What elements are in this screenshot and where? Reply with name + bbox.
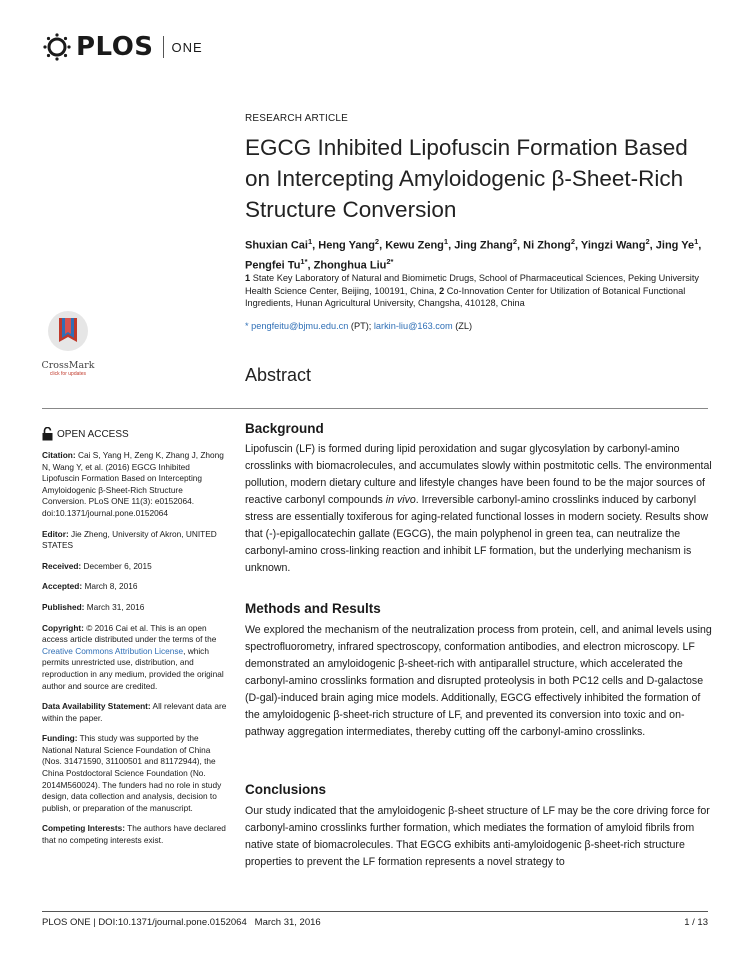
page-footer [42, 917, 708, 928]
section-heading-background: Background [245, 421, 324, 436]
affiliations: 1 State Key Laboratory of Natural and Biomimetic Drugs, School of Pharmaceutical Sciences, Peking University Health Science Center, Beijing, 100191, China, 2 Co-Innovation Center for Utilization of Botanical Functional Ingredients, Hunan Agricultural University, Changsha, 410128, China [245, 273, 699, 308]
article-info-sidebar [42, 450, 228, 856]
section-heading-methods: Methods and Results [245, 601, 381, 616]
article-type: RESEARCH ARTICLE [245, 113, 349, 124]
received-date: Received: December 6, 2015 [42, 560, 152, 571]
open-lock-icon [42, 427, 53, 441]
crossmark-sub: click for updates [49, 371, 87, 377]
correspondence: * pengfeitu@bjmu.edu.cn (PT); larkin-liu@163.com (ZL) [245, 321, 473, 331]
logo-text: PLOS [76, 32, 154, 62]
abstract-divider [42, 408, 708, 409]
funding: Funding: This study was supported by the National Natural Science Foundation of China (Nos. 31471590, 31100501 and 81172944), the China Postdoctoral Science Foundation (No. 2014M560024). The funders had no role in study design, data collection and analysis, decision to publish, or preparation of the manuscript. [42, 733, 222, 813]
crossmark-label: CrossMark [41, 360, 95, 371]
abstract-heading: Abstract [245, 365, 312, 385]
section-body-methods: We explored the mechanism of the neutralization process from protein, cell, and animal levels using spectrofluorometry, infrared spectroscopy, conformation antibodies, and electron microscopy. LF demonstrated an amyloidogenic β-sheet-rich with antiparallel structure, which accelerated the carbonyl-amino crosslinks formation and disrupted proteolysis in both PC12 cells and D-galactose (D-gal)-induced brain aging mice models. Additionally, EGCG effectively inhibited the formation of the amyloidogenic β-sheet-rich structure of LF, and prevented its conversion into toxic and on-pathway aggregation intermediates, thereby cutting off the carbonyl-amino crosslinks. [245, 624, 712, 738]
author-line-2: Pengfei $Tu^{1*}$, Zhonghua Liu$^{2*}$ [245, 256, 394, 272]
section-body-background: Lipofuscin (LF) is formed during lipid peroxidation and sugar glycosylation by carbonyl-amino crosslinks with biomacrolecules, and accumulates slowly within postmitotic cells. The environmental pollution, modern dietary culture and lifestyle changes have been found to be the major sources of reactive carbonyl compounds in vivo. Irreversible carbonyl-amino crosslinks induced by carbonyl stress are essentially toxiferous for aging-related functional losses in modern society. Results show that (-)-epigallocatechin gallate (EGCG), the main polyphenol in green tea, can neutralize the carbonyl-amino cross-linking reaction and inhibit LF formation, but the underlying mechanism is unknown. [245, 443, 712, 574]
editor: Editor: Jie Zheng, University of Akron, UNITED STATES [42, 528, 217, 551]
published-date: Published: March 31, 2016 [42, 601, 145, 612]
journal-name: ONE [171, 39, 203, 55]
copyright: Copyright: © 2016 Cai et al. This is an open access article distributed under the terms of the Creative Commons Attribution License, which permits unrestricted use, distribution, and reproduction in any medium, provided the original author and source are credited. [42, 622, 224, 691]
plos-logo-icon [42, 32, 72, 62]
page-number: 1 / 13 [684, 917, 708, 928]
citation: Citation: Cai S, Yang H, Zeng K, Zhang J, Zhong N, Wang Y, et al. (2016) EGCG Inhibited Lipofuscin Formation Based on Intercepting Amyloidogenic β-Sheet-Rich Structure Conversion. PLoS ONE 11(3): e0152064. doi:10.1371/journal.pone.0152064 [42, 450, 224, 518]
plos-logo[interactable] [42, 30, 203, 64]
email-link-zl[interactable]: larkin-liu@163.com [373, 321, 453, 331]
email-link-pt[interactable]: pengfeitu@bjmu.edu.cn [251, 321, 349, 331]
section-body-conclusions: Our study indicated that the amyloidogenic β-sheet structure of LF may be the core driving force for carbonyl-amino crosslinks further formation, which mediates the formation of amyloid fibrils from native state of biomacrolecules. That EGCG exhibits anti-amyloidogenic β-sheet-rich structure properties to prevent the LF formation represents a novel strategy to [245, 805, 710, 868]
license-link[interactable]: Creative Commons Attribution License [42, 645, 184, 656]
crossmark-icon [40, 308, 96, 354]
competing-interests: Competing Interests: The authors have declared that no competing interests exist. [42, 823, 226, 846]
author-line-1: Shuxian Cai$^1$, Heng Yang$^2$, Kewu Zeng$^1$, Jing Zhang$^2$, Ni Zhong$^2$, Yingzi Wang$^2$, Jing Ye$^1$, [245, 237, 702, 252]
section-heading-conclusions: Conclusions [245, 782, 327, 797]
accepted-date: Accepted: March 8, 2016 [42, 581, 138, 592]
footer-divider [42, 911, 708, 912]
crossmark-badge[interactable] [40, 308, 96, 377]
data-availability: Data Availability Statement: All relevant data are within the paper. [42, 701, 227, 723]
article-title: EGCG Inhibited Lipofuscin Formation Based on Intercepting Amyloidogenic β-Sheet-Rich Structure Conversion [245, 135, 688, 222]
footer-citation: PLOS ONE | DOI:10.1371/journal.pone.0152064 March 31, 2016 [42, 917, 321, 928]
open-access: OPEN ACCESS [42, 427, 129, 441]
logo-divider [163, 36, 164, 58]
author-list [245, 234, 715, 273]
